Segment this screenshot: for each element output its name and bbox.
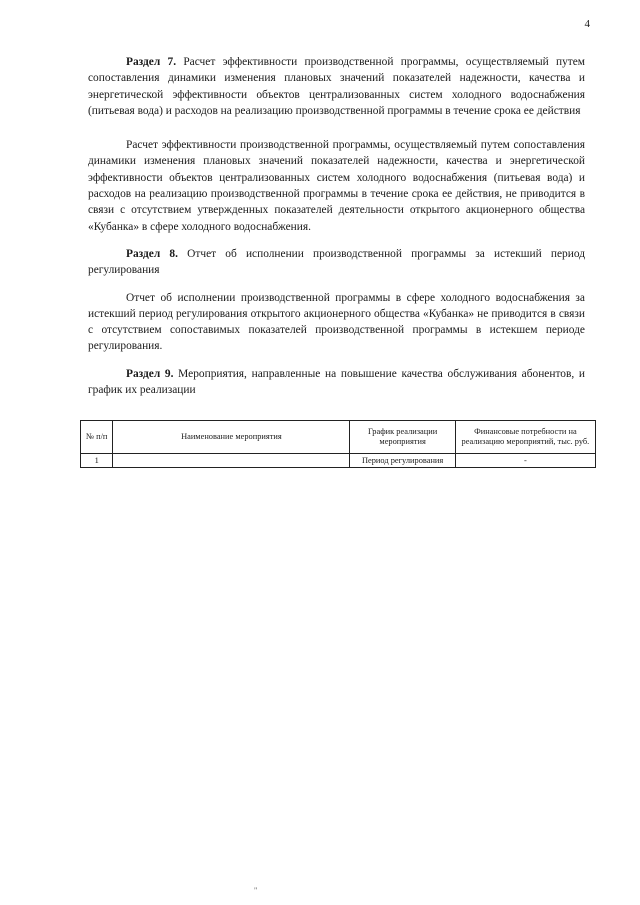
section-9-heading xyxy=(88,366,585,399)
header-finance: Финансовые потребности на реализацию мероприятий, тыс. руб. xyxy=(455,421,595,454)
cell-name xyxy=(113,454,350,468)
table-header-row xyxy=(81,421,596,454)
section-8-heading xyxy=(88,246,585,279)
section-7-heading-text: Расчет эффективности производственной программы, осуществляемый путем сопоставления динамики изменения плановых значений показателей надежности, качества и энергетической эффективности объектов централизованных систем холодного водоснабжения (питьевая вода) и расходов на реализацию производственной программы в течение срока ее действия xyxy=(88,56,586,117)
section-8-label: Раздел 8. xyxy=(126,247,178,260)
page-number: 4 xyxy=(584,18,590,30)
section-8-heading-text: Отчет об исполнении производственной программы за истекший период регулирования xyxy=(88,247,586,277)
section-9-label: Раздел 9. xyxy=(126,367,174,380)
header-schedule: График реализации мероприятия xyxy=(350,421,455,454)
header-name: Наименование мероприятия xyxy=(113,421,350,454)
section-8-body: Отчет об исполнении производственной программы в сфере холодного водоснабжения за истекший период регулирования открытого акционерного общества «Кубанка» не приводится в связи с отсутствием сопоставимых показателей производственной программы в истекшем периоде регулирования. xyxy=(88,291,585,353)
footer-mark: " xyxy=(254,886,258,895)
table-row xyxy=(81,454,596,468)
section-7-body: Расчет эффективности производственной программы, осуществляемый путем сопоставления динамики изменения плановых значений показателей надежности, качества и энергетической эффективности объектов централизованных систем холодного водоснабжения (питьевая вода) и расходов на реализацию производственной программы в течение срока ее действия, не приводится в связи с отсутствием утвержденных показателей деятельности открытого акционерного общества «Кубанка» в сфере холодного водоснабжения. xyxy=(88,139,585,233)
events-table xyxy=(80,420,596,468)
document-body xyxy=(88,54,585,398)
cell-finance: - xyxy=(455,454,595,468)
cell-num: 1 xyxy=(81,454,113,468)
section-7-label: Раздел 7. xyxy=(126,56,177,68)
cell-schedule: Период регулирования xyxy=(350,454,455,468)
section-9-heading-text: Мероприятия, направленные на повышение качества обслуживания абонентов, и график их реализации xyxy=(88,367,586,397)
header-num: № п/п xyxy=(81,421,113,454)
section-7-heading xyxy=(88,54,585,119)
